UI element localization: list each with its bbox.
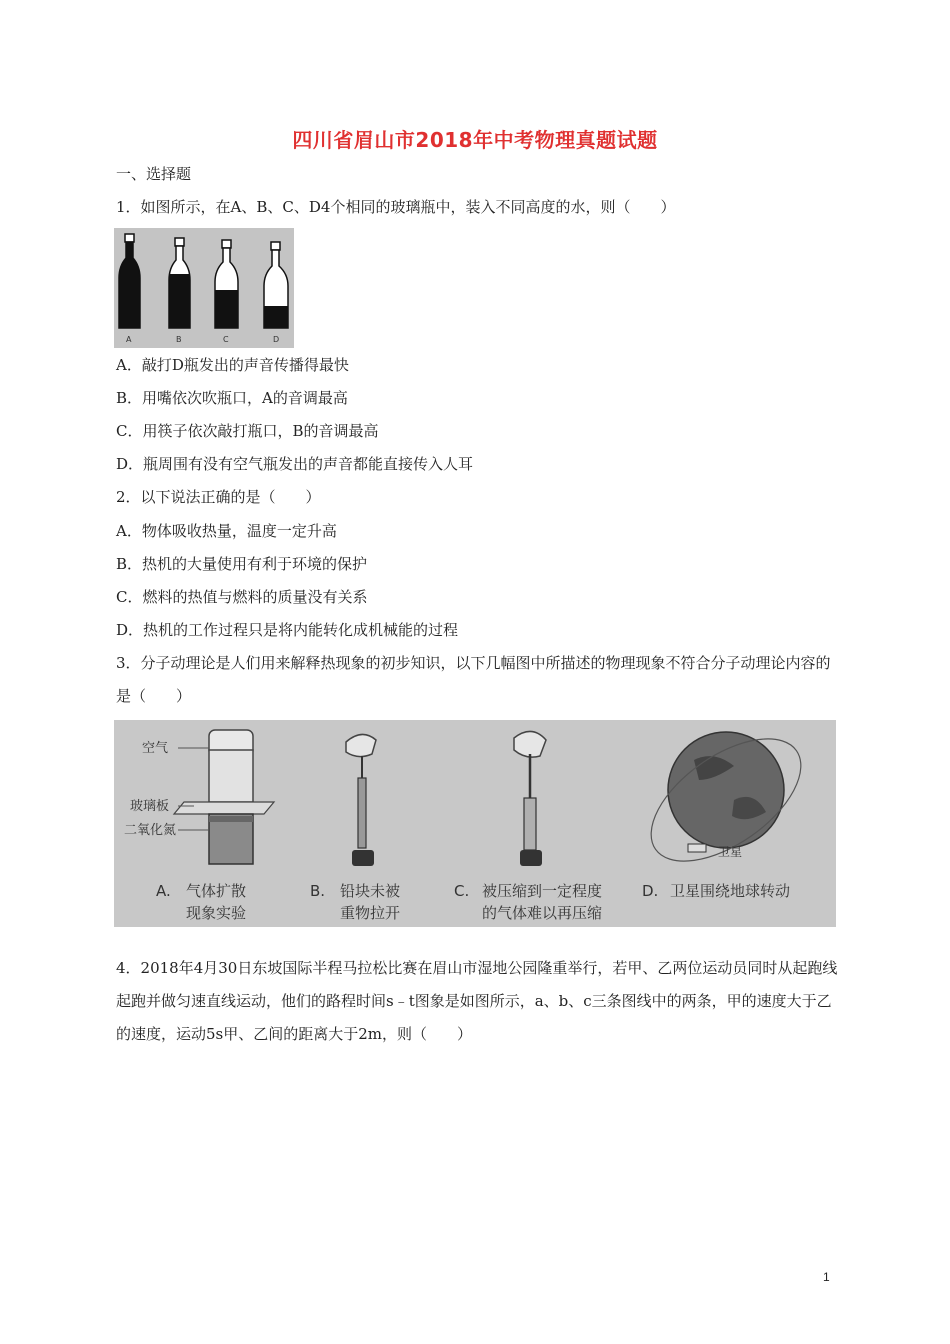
molecular-theory-figure	[114, 720, 836, 927]
bottle-label-a: A	[126, 335, 132, 344]
q2-option-a: A．物体吸收热量，温度一定升高	[116, 522, 337, 540]
caption-a-line1: 气体扩散	[186, 882, 247, 900]
section-heading: 一、选择题	[116, 165, 192, 183]
bottle-label-d: D	[273, 335, 280, 344]
caption-c-line1: 被压缩到一定程度	[482, 882, 603, 900]
label-air: 空气	[142, 741, 169, 756]
q1-option-a: A．敲打D瓶发出的声音传播得最快	[116, 356, 349, 374]
q1-option-b: B．用嘴依次吹瓶口，A的音调最高	[116, 389, 348, 407]
question-4-stem: 4．2018年4月30日东坡国际半程马拉松比赛在眉山市湿地公园隆重举行，若甲、乙两位运动员同时从起跑线起跑并做匀速直线运动，他们的路程时间s﹣t图象是如图所示，a、b、c三条图线中的两条，甲的速度大于乙的速度，运动5s甲、乙间的距离大于2m，则（ ）	[116, 959, 838, 1043]
label-glass-plate: 玻璃板	[130, 799, 170, 814]
caption-b-letter: B.	[310, 882, 326, 900]
satellite-icon	[688, 844, 706, 852]
caption-d-line1: 卫星围绕地球转动	[670, 882, 791, 900]
caption-c-line2: 的气体难以再压缩	[482, 904, 603, 922]
page-title: 四川省眉山市2018年中考物理真题试题	[292, 128, 658, 152]
caption-b-line2: 重物拉开	[340, 904, 401, 922]
q2-option-c: C．燃料的热值与燃料的质量没有关系	[116, 588, 368, 606]
caption-d-letter: D.	[642, 882, 659, 900]
bottle-label-c: C	[223, 335, 229, 344]
bottle-label-b: B	[176, 335, 182, 344]
caption-c-letter: C.	[454, 882, 470, 900]
label-no2: 二氧化氮	[124, 823, 177, 838]
q2-option-b: B．热机的大量使用有利于环境的保护	[116, 555, 368, 573]
q2-option-d: D．热机的工作过程只是将内能转化成机械能的过程	[116, 621, 459, 639]
caption-b-line1: 铅块未被	[340, 882, 401, 900]
q1-option-d: D．瓶周围有没有空气瓶发出的声音都能直接传入人耳	[116, 455, 474, 473]
caption-a-line2: 现象实验	[186, 904, 247, 922]
question-3-stem: 3．分子动理论是人们用来解释热现象的初步知识，以下几幅图中所描述的物理现象不符合分子动理论内容的是（ ）	[116, 654, 831, 705]
bottles-figure	[114, 228, 294, 348]
question-2-stem: 2．以下说法正确的是（ ）	[116, 488, 321, 506]
page-number: 1	[823, 1270, 830, 1284]
caption-a-letter: A.	[156, 882, 171, 900]
question-1-stem: 1．如图所示，在A、B、C、D4个相同的玻璃瓶中，装入不同高度的水，则（ ）	[116, 198, 676, 216]
q1-option-c: C．用筷子依次敲打瓶口，B的音调最高	[116, 422, 379, 440]
label-satellite: 卫星	[718, 845, 743, 859]
